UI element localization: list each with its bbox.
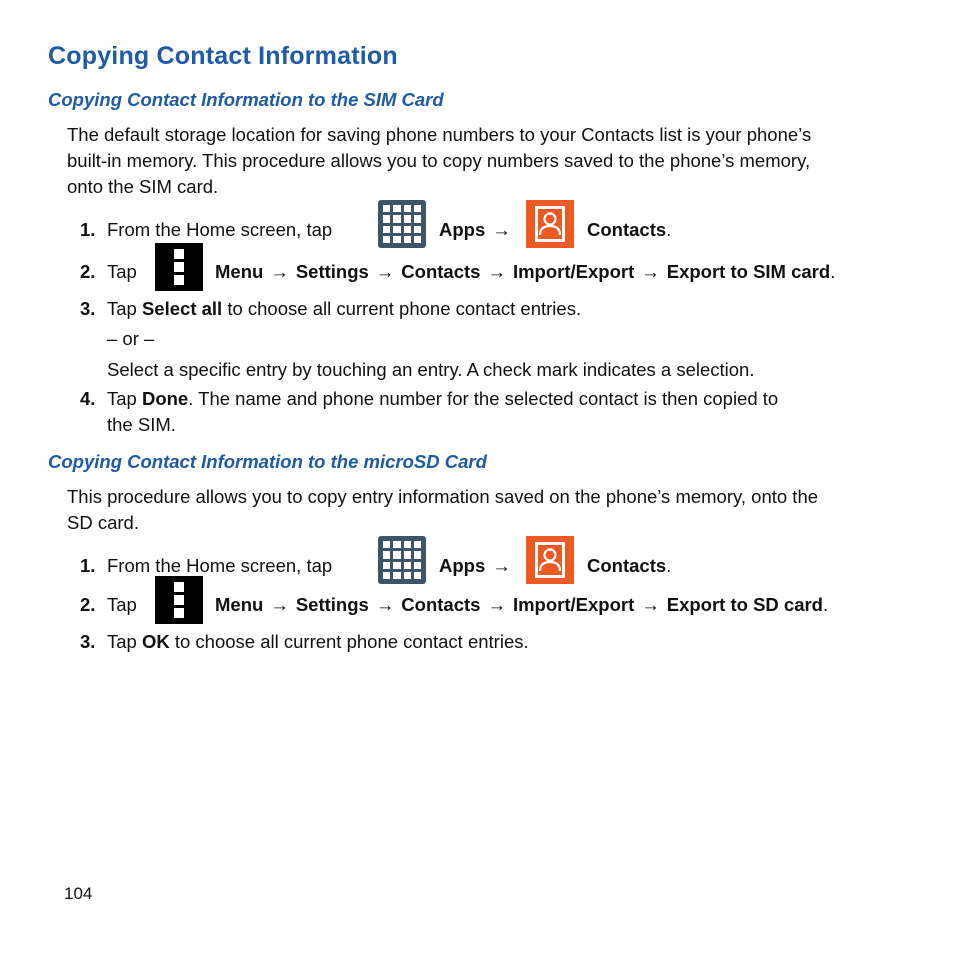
period: . (822, 594, 829, 615)
sd-intro-line1: This procedure allows you to copy entry information saved on the phone’s memory, onto the (67, 486, 819, 507)
export-sim-label: Export to SIM card (666, 261, 831, 282)
sim-step3-number: 3. (80, 298, 96, 319)
sim-intro-line3: onto the SIM card. (67, 176, 219, 197)
sim-step3-alt: Select a specific entry by touching an entry. A check mark indicates a selection. (107, 359, 755, 380)
sim-step1-apps-row (439, 219, 518, 241)
sd-step1-apps-row (439, 555, 518, 577)
sim-intro-line2: built-in memory. This procedure allows you to copy numbers saved to the phone’s memory, (67, 150, 811, 171)
tap-word: Tap (107, 388, 137, 409)
arrow: → (492, 555, 511, 576)
period: . (666, 555, 672, 576)
step4-rest: . The name and phone number for the selected contact is then copied to (188, 388, 779, 409)
apps-label: Apps (439, 555, 486, 576)
sd-step2-tap: Tap (107, 594, 137, 615)
apps-grid-icon (378, 200, 426, 248)
sim-step2-path (215, 261, 835, 283)
sd-step1-text: From the Home screen, tap (107, 555, 333, 576)
arrow: → (492, 219, 511, 240)
sim-step2-number: 2. (80, 261, 96, 282)
page-number: 104 (64, 884, 93, 903)
sd-step3-text (107, 631, 529, 653)
export-sd-label: Export to SD card (666, 594, 823, 615)
arrow: → (641, 261, 660, 282)
sd-intro-line2: SD card. (67, 512, 139, 533)
contacts-label: Contacts (401, 261, 481, 282)
sim-step2-tap: Tap (107, 261, 137, 282)
page-title: Copying Contact Information (48, 42, 398, 70)
sim-step3-text (107, 298, 581, 320)
contacts-label: Contacts (401, 594, 481, 615)
sim-step4-line2: the SIM. (107, 414, 176, 435)
sim-intro-line1: The default storage location for saving phone numbers to your Contacts list is your phone’s (67, 124, 812, 145)
sd-step1-contacts-row (587, 555, 671, 577)
done-label: Done (141, 388, 189, 409)
menu-label: Menu (215, 594, 264, 615)
period: . (666, 219, 672, 240)
select-all-label: Select all (141, 298, 223, 319)
sd-step1-number: 1. (80, 555, 96, 576)
or-separator: – or – (107, 328, 155, 349)
step3-rest: to choose all current phone contact entries. (227, 298, 582, 319)
sd-step3-number: 3. (80, 631, 96, 652)
apps-label: Apps (439, 219, 486, 240)
tap-word: Tap (107, 631, 137, 652)
settings-label: Settings (295, 594, 369, 615)
sd-section-heading: Copying Contact Information to the microSD Card (48, 451, 487, 472)
arrow: → (375, 594, 395, 615)
ok-label: OK (141, 631, 170, 652)
step3-rest: to choose all current phone contact entries. (174, 631, 529, 652)
sim-section-heading: Copying Contact Information to the SIM Card (48, 89, 444, 110)
menu-icon (155, 576, 203, 624)
menu-label: Menu (215, 261, 264, 282)
settings-label: Settings (295, 261, 369, 282)
import-export-label: Import/Export (512, 261, 635, 282)
sim-step1-contacts-row (587, 219, 671, 241)
sim-step4-text (107, 388, 778, 410)
arrow: → (487, 594, 506, 615)
sim-step4-number: 4. (80, 388, 96, 409)
contacts-label: Contacts (587, 219, 667, 240)
menu-icon (155, 243, 203, 291)
arrow: → (270, 594, 289, 615)
arrow: → (270, 261, 289, 282)
sim-step1-number: 1. (80, 219, 96, 240)
contacts-icon (526, 536, 574, 584)
tap-word: Tap (107, 298, 137, 319)
arrow: → (641, 594, 660, 615)
arrow: → (375, 261, 395, 282)
arrow: → (487, 261, 506, 282)
contacts-icon (526, 200, 574, 248)
contacts-label: Contacts (587, 555, 667, 576)
apps-grid-icon (378, 536, 426, 584)
sim-step1-text: From the Home screen, tap (107, 219, 333, 240)
sd-step2-path (215, 594, 828, 616)
period: . (830, 261, 836, 282)
sd-step2-number: 2. (80, 594, 96, 615)
import-export-label: Import/Export (512, 594, 635, 615)
